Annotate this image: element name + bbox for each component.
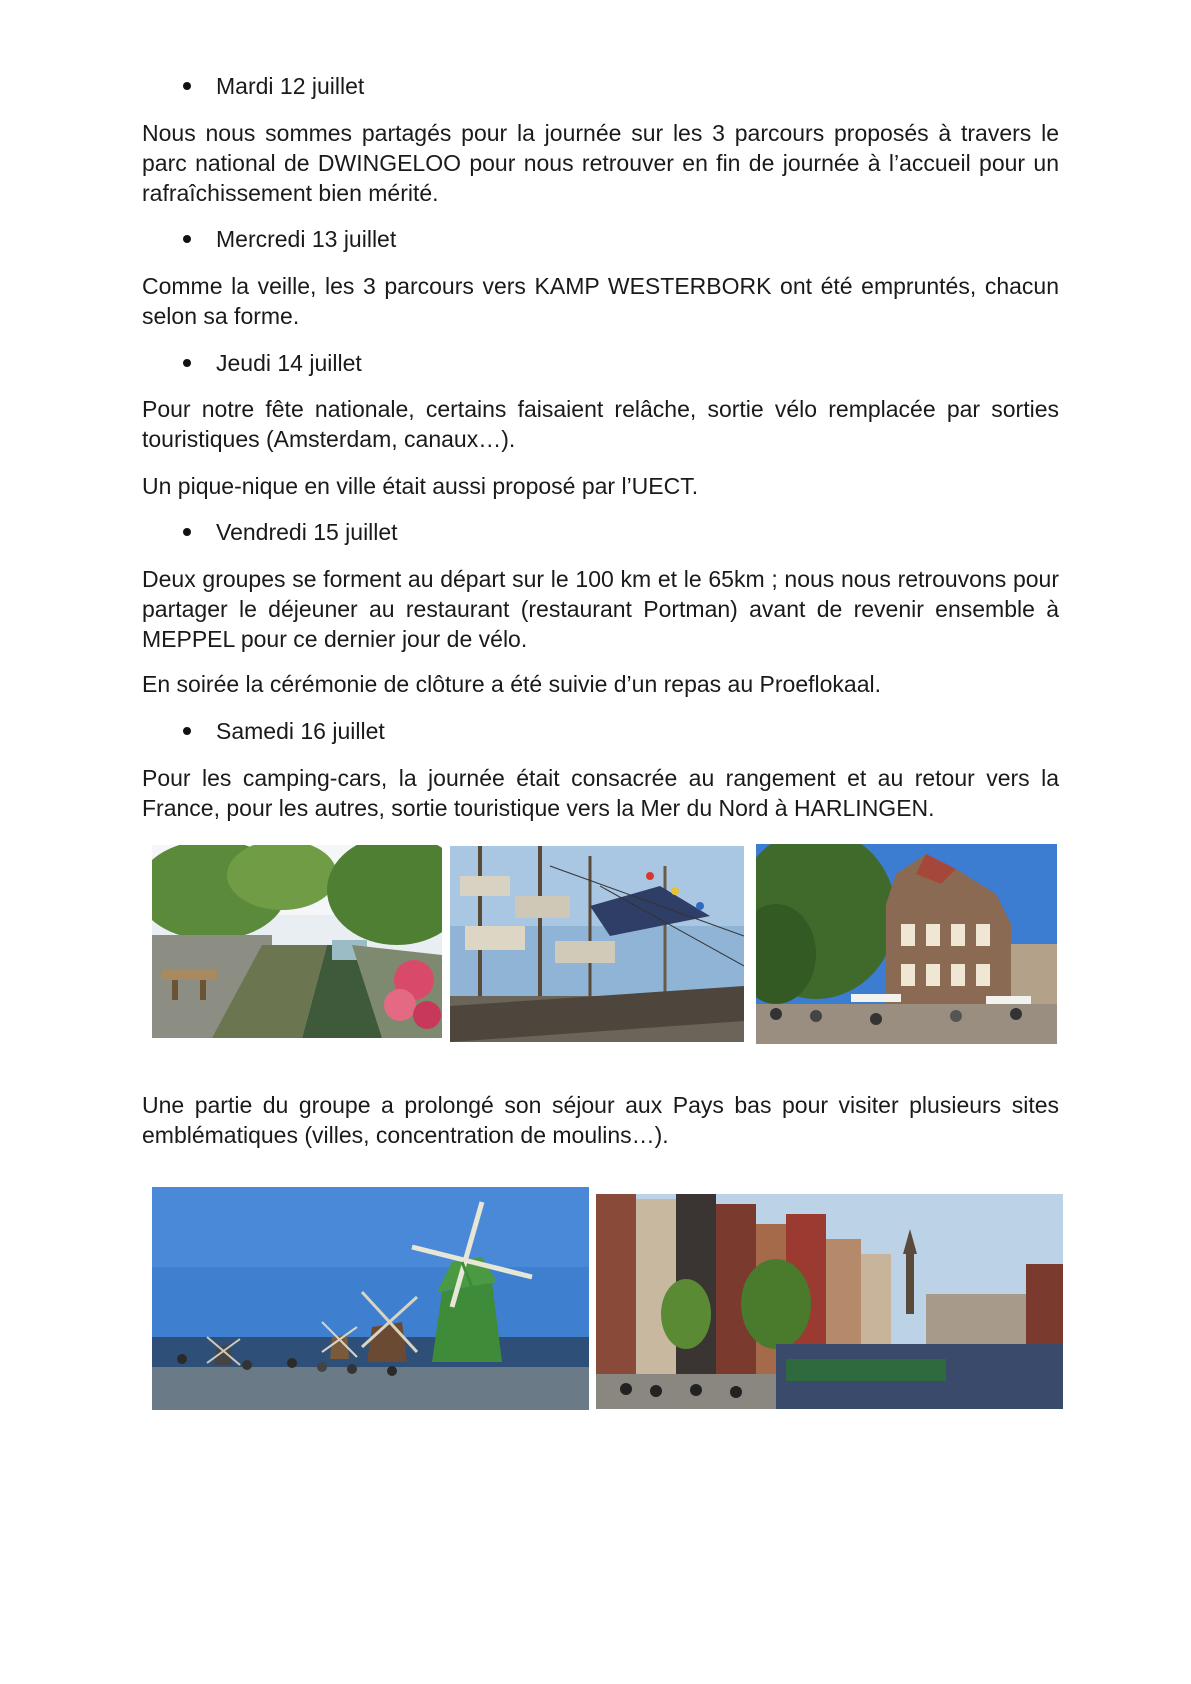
day-heading: Vendredi 15 juillet bbox=[216, 519, 398, 545]
paragraph: En soirée la cérémonie de clôture a été suivie d’un repas au Proeflokaal. bbox=[142, 671, 881, 697]
day-heading: Jeudi 14 juillet bbox=[216, 350, 362, 376]
canal-photo bbox=[152, 845, 442, 1038]
bullet-dot bbox=[183, 235, 191, 243]
amsterdam-canal-houses-photo bbox=[596, 1194, 1063, 1409]
windmills-photo bbox=[152, 1187, 589, 1410]
paragraph: Pour les camping-cars, la journée était consacrée au rangement et au retour vers la France, pour les autres, sortie touristique vers la Mer du Nord à HARLINGEN. bbox=[142, 765, 1059, 821]
paragraph: Une partie du groupe a prolongé son séjour aux Pays bas pour visiter plusieurs sites emblématiques (villes, concentration de moulins…). bbox=[142, 1092, 1059, 1148]
bullet-dot bbox=[183, 82, 191, 90]
day-heading: Mardi 12 juillet bbox=[216, 73, 365, 99]
bullet-dot bbox=[183, 727, 191, 735]
paragraph: Nous nous sommes partagés pour la journée sur les 3 parcours proposés à travers le parc national de DWINGELOO pour nous retrouver en fin de journée à l’accueil pour un rafraîchissement bien mérité. bbox=[142, 120, 1059, 206]
paragraph: Un pique-nique en ville était aussi proposé par l’UECT. bbox=[142, 473, 699, 499]
paragraph: Deux groupes se forment au départ sur le 100 km et le 65km ; nous nous retrouvons pour partager le déjeuner au restaurant (restaurant Portman) avant de revenir ensemble à MEPPEL pour ce dernier jour de vélo. bbox=[142, 566, 1059, 652]
bullet-dot bbox=[183, 528, 191, 536]
tall-ships-photo bbox=[450, 846, 744, 1042]
day-heading: Samedi 16 juillet bbox=[216, 718, 385, 744]
historic-building-photo bbox=[756, 844, 1057, 1044]
paragraph: Pour notre fête nationale, certains faisaient relâche, sortie vélo remplacée par sorties touristiques (Amsterdam, canaux…). bbox=[142, 396, 1059, 452]
bullet-dot bbox=[183, 359, 191, 367]
day-heading: Mercredi 13 juillet bbox=[216, 226, 397, 252]
paragraph: Comme la veille, les 3 parcours vers KAMP WESTERBORK ont été empruntés, chacun selon sa forme. bbox=[142, 273, 1059, 329]
